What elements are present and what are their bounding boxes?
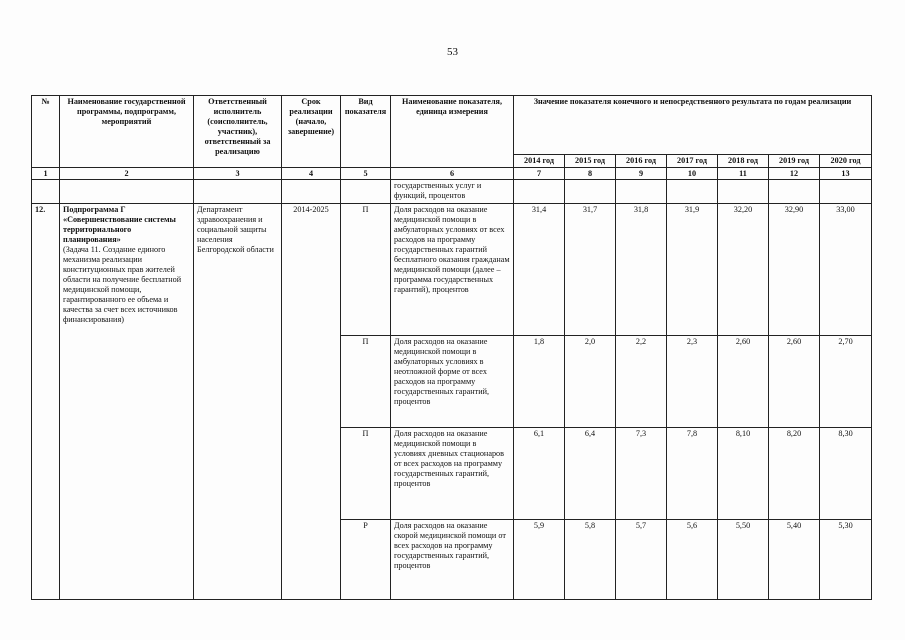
indicator-value: 2,60 xyxy=(769,336,820,428)
indicator-value: 2,0 xyxy=(565,336,616,428)
indicator-value: 6,1 xyxy=(514,428,565,520)
indicator-value: 5,40 xyxy=(769,520,820,600)
indicator-value: 2,70 xyxy=(820,336,872,428)
indicator-value: 31,7 xyxy=(565,204,616,336)
indicator-value: 31,4 xyxy=(514,204,565,336)
column-number: 6 xyxy=(391,168,514,180)
indicator-value: 1,8 xyxy=(514,336,565,428)
column-number: 5 xyxy=(341,168,391,180)
indicator-value: 6,4 xyxy=(565,428,616,520)
header-year: 2015 год xyxy=(565,155,616,168)
indicator-value: 8,20 xyxy=(769,428,820,520)
header-no: № xyxy=(32,96,60,168)
column-number: 4 xyxy=(282,168,341,180)
indicators-table xyxy=(31,95,872,600)
indicator-value: 5,50 xyxy=(718,520,769,600)
indicator-value: 2,2 xyxy=(616,336,667,428)
indicator-value: 8,30 xyxy=(820,428,872,520)
indicator-value: 5,6 xyxy=(667,520,718,600)
program-number: 12. xyxy=(32,204,60,600)
indicator-type: П xyxy=(341,428,391,520)
header-year: 2020 год xyxy=(820,155,872,168)
column-number: 10 xyxy=(667,168,718,180)
column-number: 3 xyxy=(194,168,282,180)
indicator-type: Р xyxy=(341,520,391,600)
indicator-type: П xyxy=(341,204,391,336)
continuation-text: государственных услуг и функций, процентов xyxy=(391,180,514,204)
indicator-name: Доля расходов на оказание медицинской помощи в условиях дневных стационаров от всех расходов на программу государственных гарантий, процентов xyxy=(391,428,514,520)
header-year: 2018 год xyxy=(718,155,769,168)
header-year: 2016 год xyxy=(616,155,667,168)
program-task: (Задача 11. Создание единого механизма реализации конституционных прав жителей области на получение бесплатной медицинской помощи, гарантированного ее объема и качества за счет всех источников финансирования) xyxy=(63,245,182,324)
indicator-value: 7,8 xyxy=(667,428,718,520)
indicator-value: 5,8 xyxy=(565,520,616,600)
indicator-name: Доля расходов на оказание скорой медицинской помощи от всех расходов на программу государственных гарантий, процентов xyxy=(391,520,514,600)
header-year: 2017 год xyxy=(667,155,718,168)
column-number: 7 xyxy=(514,168,565,180)
indicator-value: 7,3 xyxy=(616,428,667,520)
column-number: 2 xyxy=(60,168,194,180)
column-number: 12 xyxy=(769,168,820,180)
indicator-value: 5,7 xyxy=(616,520,667,600)
header-term: Срок реализации (начало, завершение) xyxy=(282,96,341,168)
indicator-type: П xyxy=(341,336,391,428)
indicator-value: 5,9 xyxy=(514,520,565,600)
column-number: 8 xyxy=(565,168,616,180)
indicator-name: Доля расходов на оказание медицинской помощи в амбулаторных условиях от всех расходов на программу государственных гарантий бесплатного оказания гражданам медицинской помощи (далее – программа государственных гарантий), процентов xyxy=(391,204,514,336)
program-cell xyxy=(60,204,194,600)
indicator-value: 2,3 xyxy=(667,336,718,428)
header-year: 2014 год xyxy=(514,155,565,168)
indicator-value: 5,30 xyxy=(820,520,872,600)
indicator-value: 32,20 xyxy=(718,204,769,336)
column-number: 13 xyxy=(820,168,872,180)
indicator-value: 8,10 xyxy=(718,428,769,520)
indicator-value: 32,90 xyxy=(769,204,820,336)
header-name: Наименование государственной программы, подпрограмм, мероприятий xyxy=(60,96,194,168)
header-indicator-name: Наименование показателя, единица измерения xyxy=(391,96,514,168)
header-responsible: Ответственный исполнитель (соисполнитель, участник), ответственный за реализацию xyxy=(194,96,282,168)
program-term: 2014-2025 xyxy=(282,204,341,600)
indicator-value: 31,9 xyxy=(667,204,718,336)
header-values-group: Значение показателя конечного и непосредственного результата по годам реализации xyxy=(514,96,872,155)
program-responsible: Департамент здравоохранения и социальной защиты населения Белгородской области xyxy=(194,204,282,600)
indicator-value: 31,8 xyxy=(616,204,667,336)
page-number: 53 xyxy=(447,46,458,58)
indicator-name: Доля расходов на оказание медицинской помощи в амбулаторных условиях в неотложной форме от всех расходов на программу государственных гарантий, процентов xyxy=(391,336,514,428)
column-number: 9 xyxy=(616,168,667,180)
column-number: 1 xyxy=(32,168,60,180)
header-indicator-type: Вид показателя xyxy=(341,96,391,168)
program-title: Подпрограмма Г «Совершенствование системы территориального планирования» xyxy=(63,205,176,244)
indicator-value: 33,00 xyxy=(820,204,872,336)
indicator-value: 2,60 xyxy=(718,336,769,428)
header-year: 2019 год xyxy=(769,155,820,168)
column-number: 11 xyxy=(718,168,769,180)
